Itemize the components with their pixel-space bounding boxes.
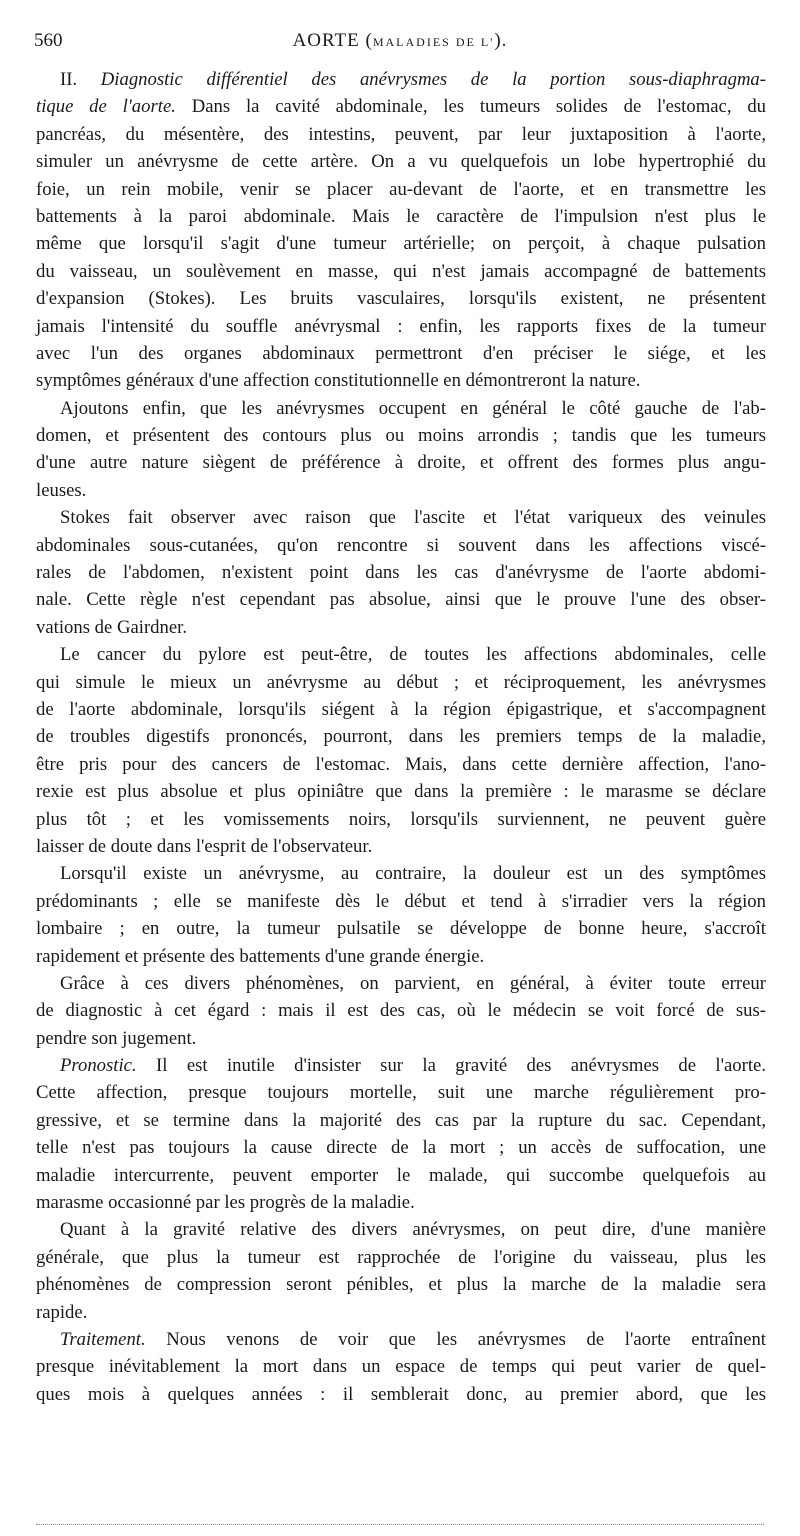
text-segment: Ajoutons enfin, que les anévrysmes occupent en général le côté gauche de l'ab- <box>60 397 766 419</box>
text-segment: lombaire ; en outre, la tumeur pulsatile se développe de bonne heure, s'accroît <box>36 918 766 940</box>
running-head-small-caps: MALADIES DE L' <box>372 35 495 49</box>
italic-text-segment: Traitement. <box>60 1328 146 1350</box>
text-segment: leuses. <box>36 479 87 501</box>
text-line <box>36 1189 766 1216</box>
text-line <box>36 422 766 449</box>
text-line <box>36 1381 766 1408</box>
text-line <box>36 395 766 422</box>
text-segment: rexie est plus absolue et plus opiniâtre que dans la première : le marasme se déclare <box>36 781 766 803</box>
text-segment: phénomènes de compression seront pénibles, et plus la marche de la maladie sera <box>36 1274 766 1296</box>
text-line <box>36 203 766 230</box>
text-line <box>36 1353 766 1380</box>
text-segment: ques mois à quelques années : il semblerait donc, au premier abord, que les <box>36 1383 766 1405</box>
text-segment: symptômes généraux d'une affection constitutionnelle en démontreront la nature. <box>36 370 641 392</box>
text-segment: Le cancer du pylore est peut-être, de toutes les affections abdominales, celle <box>60 644 766 666</box>
text-segment: Il est inutile d'insister sur la gravité des anévrysmes de l'aorte. <box>136 1055 766 1077</box>
text-segment: avec l'un des organes abdominaux permettront d'en préciser le siége, et les <box>36 342 766 364</box>
text-line <box>36 66 766 93</box>
text-segment: du vaisseau, un soulèvement en masse, qui n'est jamais accompagné de battements <box>36 260 766 282</box>
footer-dotted-rule <box>36 1524 764 1525</box>
text-line <box>36 477 766 504</box>
text-line <box>36 1134 766 1161</box>
text-segment: marasme occasionné par les progrès de la maladie. <box>36 1192 415 1214</box>
text-segment: Quant à la gravité relative des divers anévrysmes, on peut dire, d'une manière <box>60 1219 766 1241</box>
text-line <box>36 1326 766 1353</box>
text-segment: Cette affection, presque toujours mortelle, suit une marche régulièrement pro- <box>36 1082 766 1104</box>
text-line <box>36 860 766 887</box>
text-line <box>36 806 766 833</box>
text-segment: de diagnostic à cet égard : mais il est des cas, où le médecin se voit forcé de sus- <box>36 1000 766 1022</box>
text-segment: plus tôt ; et les vomissements noirs, lorsqu'ils surviennent, ne peuvent guère <box>36 808 766 830</box>
text-line <box>36 93 766 120</box>
text-segment: abdominales sous-cutanées, qu'on rencontre si souvent dans les affections viscé- <box>36 534 766 556</box>
text-segment: Stokes fait observer avec raison que l'ascite et l'état variqueux des veinules <box>60 507 766 529</box>
text-line <box>36 176 766 203</box>
text-segment: d'une autre nature siègent de préférence à droite, et offrent des formes plus angu- <box>36 452 766 474</box>
text-segment: II. <box>60 69 101 90</box>
text-segment: générale, que plus la tumeur est rapprochée de l'origine du vaisseau, plus les <box>36 1246 766 1268</box>
text-line <box>36 1052 766 1079</box>
text-line <box>36 367 766 394</box>
text-line <box>36 723 766 750</box>
text-segment: pancréas, du mésentère, des intestins, peuvent, par leur juxtaposition à l'aorte, <box>36 123 766 145</box>
text-line <box>36 943 766 970</box>
text-segment: foie, un rein mobile, venir se placer au-devant de l'aorte, et en transmettre les <box>36 178 766 200</box>
text-line <box>36 559 766 586</box>
body-text <box>36 66 766 1408</box>
italic-text-segment: Pronostic. <box>60 1055 137 1077</box>
text-line <box>36 888 766 915</box>
text-segment: de l'aorte abdominale, lorsqu'ils siégent à la région épigastrique, et s'accompagnent <box>36 698 766 720</box>
text-segment: pendre son jugement. <box>36 1027 197 1049</box>
text-line <box>36 614 766 641</box>
text-segment: qui simule le mieux un anévrysme au début ; et réciproquement, les anévrysmes <box>36 671 766 693</box>
text-line <box>36 778 766 805</box>
text-line <box>36 833 766 860</box>
text-segment: de troubles digestifs prononcés, pourront, dans les premiers temps de la maladie, <box>36 726 766 748</box>
text-segment: nale. Cette règle n'est cependant pas absolue, ainsi que le prouve l'une des obser- <box>36 589 766 611</box>
text-segment: d'expansion (Stokes). Les bruits vasculaires, lorsqu'ils existent, ne présentent <box>36 288 766 310</box>
text-segment: rapidement et présente des battements d'une grande énergie. <box>36 945 485 967</box>
text-line <box>36 586 766 613</box>
text-line <box>36 313 766 340</box>
text-segment: vations de Gairdner. <box>36 616 188 638</box>
text-segment: presque inévitablement la mort dans un espace de temps qui peut varier de quel- <box>36 1356 766 1378</box>
text-segment: prédominants ; elle se manifeste dès le début et tend à s'irradier vers la région <box>36 890 766 912</box>
text-segment: même que lorsqu'il s'agit d'une tumeur artérielle; on perçoit, à chaque pulsation <box>36 233 766 255</box>
text-segment: jamais l'intensité du souffle anévrysmal : enfin, les rapports fixes de la tumeur <box>36 315 766 337</box>
page-number: 560 <box>34 30 63 51</box>
text-line <box>36 696 766 723</box>
text-line <box>36 1107 766 1134</box>
text-line <box>36 148 766 175</box>
text-line <box>36 1025 766 1052</box>
text-line <box>36 669 766 696</box>
text-line <box>36 230 766 257</box>
text-line <box>36 1216 766 1243</box>
text-line <box>36 1162 766 1189</box>
text-line <box>36 504 766 531</box>
text-line <box>36 121 766 148</box>
running-head-end: ). <box>494 30 508 51</box>
text-segment: telle n'est pas toujours la cause directe de la mort ; un accès de suffocation, une <box>36 1137 766 1159</box>
text-line <box>36 915 766 942</box>
text-line <box>36 285 766 312</box>
text-line <box>36 751 766 778</box>
text-segment: rapide. <box>36 1301 88 1323</box>
running-head <box>34 30 766 52</box>
text-line <box>36 340 766 367</box>
text-segment: battements à la paroi abdominale. Mais le caractère de l'impulsion n'est plus le <box>36 205 766 227</box>
text-segment: Nous venons de voir que les anévrysmes de l'aorte entraînent <box>145 1328 766 1350</box>
text-line <box>36 641 766 668</box>
text-segment: domen, et présentent des contours plus ou moins arrondis ; tandis que les tumeurs <box>36 425 766 447</box>
text-segment: maladie intercurrente, peuvent emporter le malade, qui succombe quelquefois au <box>36 1164 766 1186</box>
text-line <box>36 970 766 997</box>
text-line <box>36 1299 766 1326</box>
text-line <box>36 532 766 559</box>
text-line <box>36 258 766 285</box>
text-line <box>36 997 766 1024</box>
text-line <box>36 449 766 476</box>
text-segment: Grâce à ces divers phénomènes, on parvient, en général, à éviter toute erreur <box>60 972 766 994</box>
text-segment: Dans la cavité abdominale, les tumeurs solides de l'estomac, du <box>175 96 767 118</box>
text-segment: être pris pour des cancers de l'estomac. Mais, dans cette dernière affection, l'ano- <box>36 753 766 775</box>
text-segment: rales de l'abdomen, n'existent point dans les cas d'anévrysme de l'aorte abdomi- <box>36 562 766 584</box>
running-head-main: AORTE ( <box>292 30 373 51</box>
italic-text-segment: tique de l'aorte. <box>36 96 176 118</box>
text-line <box>36 1244 766 1271</box>
italic-text-segment: Diagnostic différentiel des anévrysmes de la portion sous-diaphragma- <box>100 69 767 90</box>
text-segment: gressive, et se termine dans la majorité des cas par la rupture du sac. Cependant, <box>36 1109 766 1131</box>
text-line <box>36 1271 766 1298</box>
text-segment: Lorsqu'il existe un anévrysme, au contraire, la douleur est un des symptômes <box>60 863 766 885</box>
text-segment: simuler un anévrysme de cette artère. On a vu quelquefois un lobe hypertrophié du <box>36 151 766 173</box>
page-header <box>34 30 766 60</box>
text-segment: laisser de doute dans l'esprit de l'observateur. <box>36 835 373 857</box>
text-line <box>36 1079 766 1106</box>
